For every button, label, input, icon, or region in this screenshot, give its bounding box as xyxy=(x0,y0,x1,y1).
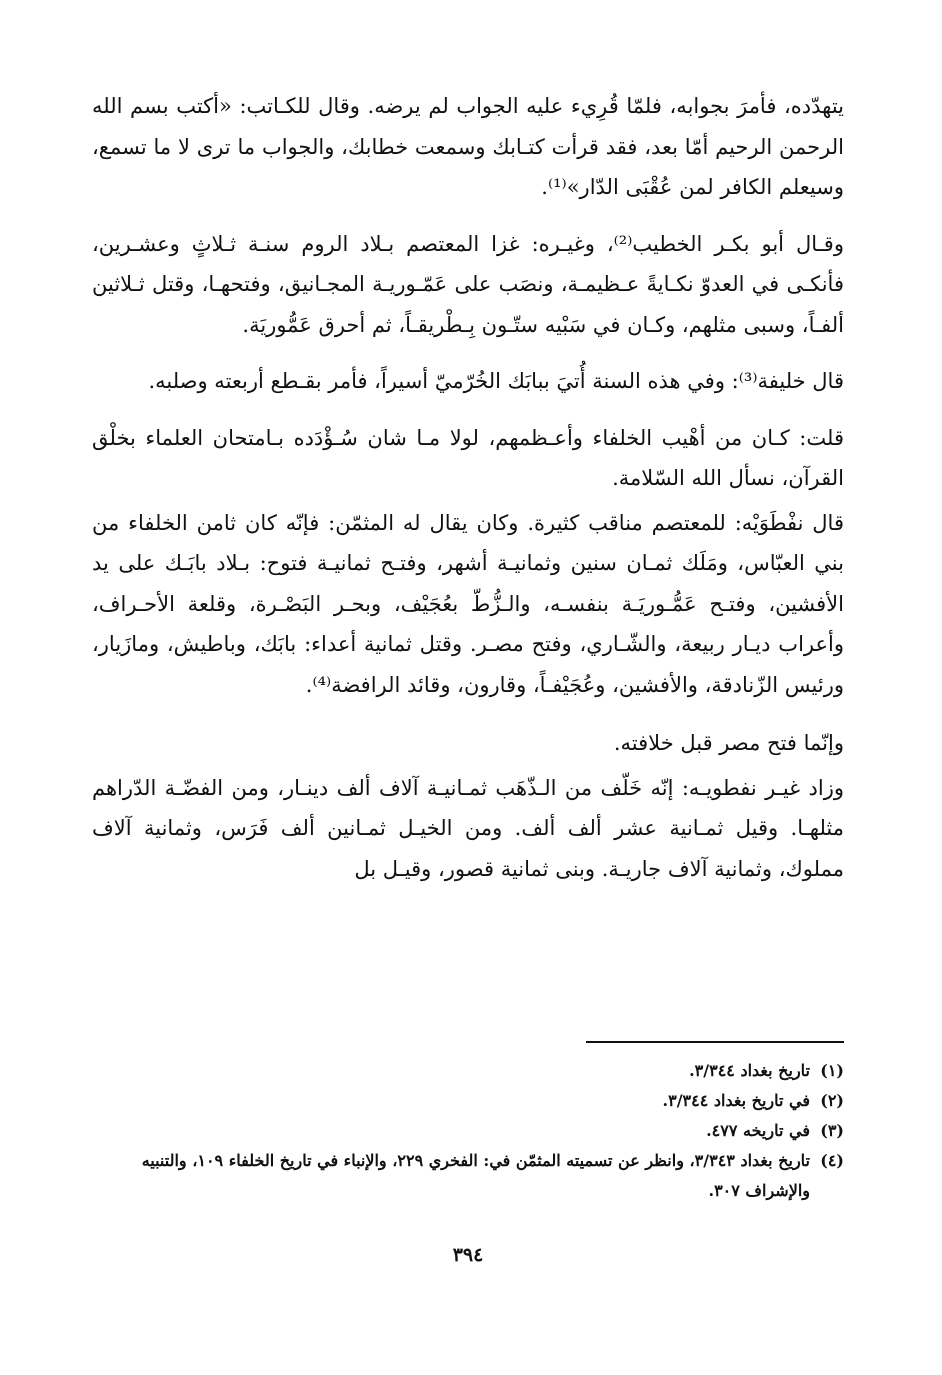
paragraph-6: وإنّما فتح مصر قبل خلافته. xyxy=(613,731,844,755)
footnote-number: (١) xyxy=(820,1061,844,1080)
footnote-item xyxy=(92,1086,844,1116)
paragraph-5: قال نفْطَوَيْه: للمعتصم مناقب كثيرة. وكان يقال له المثمّن: فإنّه كان ثامن الخلفاء من بني العبّاس، ومَلَك ثمـان سنين وثمانيـة أشهر، وفتـح ثمانيـة فتوح: بـلاد بابَـك على يد الأفشين، وفتـح عَمُّـوريَـة بنفسـه، والـزُّطّ بعُجَيْف، وبحـر البَصْـرة، وقلعة الأحـراف، وأعراب ديـار ربيعة، والشّـاري، وفتح مصـر. وقتل ثمانية أعداء: بابَك، وباطيش، ومازَيار، ورئيس الزّنادقة، والأفشين، وعُجَيْفـاً، وقارون، وقائد الرافضة⁽⁴⁾. xyxy=(92,510,844,697)
footnotes xyxy=(92,1056,844,1206)
footnote-text: تاريخ بغداد ٣/٣٤٤. xyxy=(689,1061,810,1080)
page-number: ٣٩٤ xyxy=(452,1244,484,1266)
paragraph-2: وقـال أبو بكـر الخطيب⁽²⁾، وغيـره: غزا المعتصم بـلاد الروم سنـة ثـلاثٍ وعشـرين، فأنكـى في العدوّ نكـايةً عـظيمـة، ونصَب على عَمّـوريـة المجـانيق، وفتحهـا، وقتل ثـلاثين ألفـاً، وسبى مثلهم، وكـان في سَبْيه ستّـون بِـطْريقـاً، ثم أحرق عَمُّوريَة. xyxy=(92,231,844,337)
footnote-number: (٢) xyxy=(820,1091,844,1110)
paragraph-3: قال خليفة⁽³⁾: وفي هذه السنة أُتيَ ببابَك الخُرّميّ أسيراً، فأمر بقـطع أربعته وصلبه. xyxy=(148,369,844,393)
footnote-text: في تاريخه ٤٧٧. xyxy=(706,1121,810,1140)
footnote-item xyxy=(92,1146,844,1206)
paragraph-1: يتهدّده، فأمرَ بجوابه، فلمّا قُرِيء عليه الجواب لم يرضه. وقال للكـاتب: «أكتب بسم الله الرحمن الرحيم أمّا بعد، فقد قرأت كتـابك وسمعت خطابك، والجواب ما ترى لا ما تسمع، وسيعلم الكافر لمن عُقْبَى الدّار»⁽¹⁾. xyxy=(92,94,844,199)
paragraph-4: قلت: كـان من أهْيب الخلفاء وأعـظمهم، لولا مـا شان سُـؤْدَده بـامتحان العلماء بخلْق القرآن، نسأل الله السّلامة. xyxy=(92,425,844,490)
footnote-number: (٣) xyxy=(820,1121,844,1140)
footnote-separator xyxy=(586,1041,844,1043)
footnote-text: تاريخ بغداد ٣/٣٤٣، وانظر عن تسميته المثمّن في: الفخري ٢٢٩، والإنباء في تاريخ الخلفاء ١٠٩، والتنبيه والإشراف ٣٠٧. xyxy=(141,1151,810,1200)
footnote-text: في تاريخ بغداد ٣/٣٤٤. xyxy=(662,1091,810,1110)
book-page xyxy=(92,86,844,1326)
footnote-item xyxy=(92,1056,844,1086)
footnote-item xyxy=(92,1116,844,1146)
footnote-number: (٤) xyxy=(820,1151,844,1170)
paragraph-7: وزاد غيـر نفطويـه: إنّه خَلّف من الـذّهَب ثمـانيـة آلاف ألف دينـار، ومن الفضّـة الدّراهم مثلهـا. وقيل ثمـانية عشر ألف ألف. ومن الخيـل ثمـانين ألف فَرَس، وثمانية آلاف مملوك، وثمانية آلاف جاريـة. وبنى ثمانية قصور، وقيـل بل xyxy=(92,775,844,881)
